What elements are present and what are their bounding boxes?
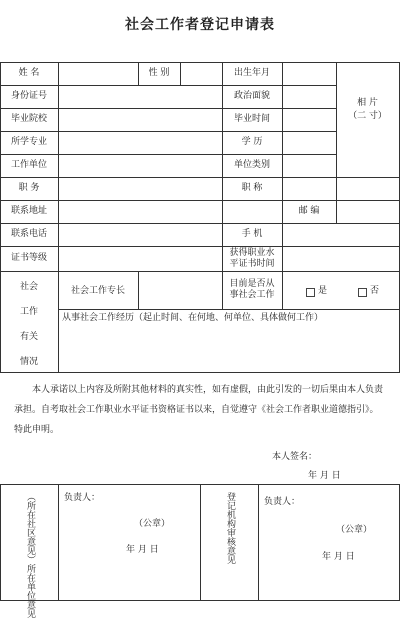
photo-size-label: （二 寸） <box>348 111 387 121</box>
school-label: 毕业院校 <box>10 114 47 124</box>
mobile-label: 手 机 <box>241 229 263 239</box>
right-date: 年 月 日 <box>322 552 355 562</box>
engaged-label-2: 事社会工作 <box>229 290 275 300</box>
specialty-label: 社会工作专长 <box>70 286 125 296</box>
postcode-label: 邮 编 <box>298 206 320 216</box>
grad-time-label: 毕业时间 <box>233 114 270 124</box>
sw-label-1: 社会 <box>19 282 38 292</box>
yes-checkbox[interactable] <box>306 288 315 297</box>
no-checkbox[interactable] <box>358 288 367 297</box>
registry-opinion-label: 登记机构审核意见 <box>225 492 235 564</box>
right-person-label: 负责人： <box>264 497 301 507</box>
yes-label: 是 <box>318 286 328 296</box>
address-label: 联系地址 <box>10 206 47 216</box>
job-title-label: 职 称 <box>241 183 263 193</box>
signature-label: 本人签名： <box>272 452 318 462</box>
major-label: 所学专业 <box>10 137 47 147</box>
unit-type-label: 单位类别 <box>233 160 270 170</box>
workplace-label: 工作单位 <box>10 160 47 170</box>
post-label: 职 务 <box>18 183 40 193</box>
experience-label: 从事社会工作经历（起止时间、在何地、何单位、具体做何工作） <box>62 313 324 323</box>
cert-time-label-1: 获得职业水 <box>229 248 275 258</box>
name-label: 姓 名 <box>18 68 40 78</box>
page-title: 社会工作者登记申请表 <box>125 17 275 33</box>
education-label: 学 历 <box>241 137 263 147</box>
birth-label: 出生年月 <box>233 68 270 78</box>
political-label: 政治面貌 <box>233 91 270 101</box>
phone-label: 联系电话 <box>10 229 47 239</box>
sw-label-2: 工作 <box>19 307 38 317</box>
gender-label: 性 别 <box>148 68 170 78</box>
left-date: 年 月 日 <box>126 545 159 555</box>
cert-level-label: 证书等级 <box>10 253 47 263</box>
signature-date: 年 月 日 <box>308 471 341 481</box>
no-label: 否 <box>370 286 380 296</box>
unit-opinion-label: （所在社区意见）所在单位意见 <box>25 492 35 618</box>
sw-label-4: 情况 <box>19 357 38 367</box>
right-seal-label: （公章） <box>336 525 373 535</box>
left-person-label: 负责人： <box>64 493 101 503</box>
engaged-label-1: 目前是否从 <box>229 279 275 289</box>
sw-label-3: 有关 <box>19 332 38 342</box>
cert-time-label-2: 平证书时间 <box>229 259 275 269</box>
id-number-label: 身份证号 <box>10 91 47 101</box>
declaration-text: 本人承诺以上内容及所附其他材料的真实性，如有虚假，由此引发的一切后果由本人负责承担。自考取社会工作职业水平证书资格证书以来，自觉遵守《社会工作者职业道德指引》。特此申明。 <box>14 385 384 435</box>
left-seal-label: （公章） <box>134 519 171 529</box>
photo-label: 相 片 <box>357 98 378 108</box>
